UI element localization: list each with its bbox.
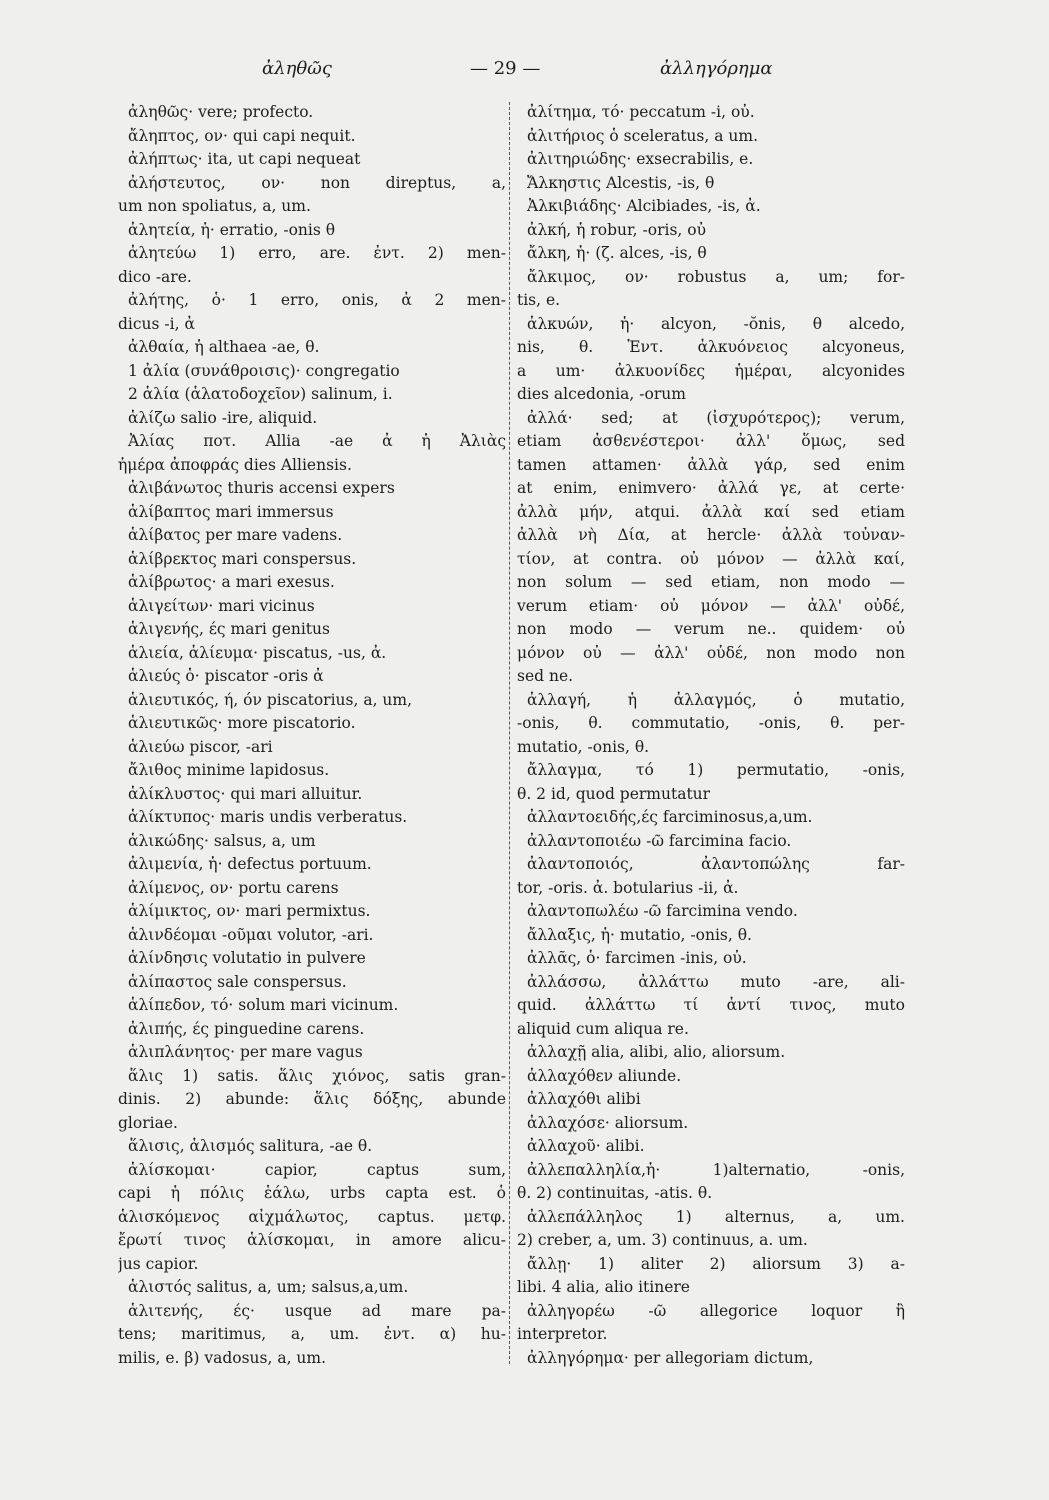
entry-line: ἁλισκόμενος αἰχμάλωτος, captus. μετφ. (118, 1207, 506, 1226)
dictionary-entry (517, 195, 905, 219)
entry-line: ἀλθαία, ἡ althaea -ae, θ. (128, 338, 320, 356)
running-head-first-word: ἀληθῶς (262, 58, 332, 79)
entry-line: interpretor. (517, 1325, 608, 1343)
entry-line: ἁλιβάνωτος thuris accensi expers (128, 479, 395, 497)
dictionary-entry (118, 242, 506, 289)
entry-line: ἄληπτος, ον· qui capi nequit. (128, 126, 356, 145)
entry-line: etiam ἀσθενέστεροι· ἀλλ' ὅμως, sed (517, 432, 905, 450)
dictionary-entry (118, 125, 506, 149)
dictionary-entry (517, 1088, 905, 1112)
entry-line: ἀλλαγή, ἡ ἀλλαγμός, ὁ mutatio, (527, 690, 905, 709)
entry-line: -onis, θ. commutatio, -onis, θ. per- (517, 714, 905, 732)
dictionary-entry (517, 148, 905, 172)
dictionary-entry (118, 101, 506, 125)
entry-line: jus capior. (118, 1254, 199, 1273)
entry-line: ἀλλαχῇ alia, alibi, alio, aliorsum. (527, 1043, 786, 1061)
entry-line: dinis. 2) abunde: ἅλις δόξης, abunde (118, 1090, 506, 1108)
dictionary-entry (118, 971, 506, 995)
entry-line: ἁλινδέομαι -οῦμαι volutor, -ari. (128, 925, 374, 944)
entry-line: ἁλιευτικός, ή, όν piscatorius, a, um, (128, 690, 413, 709)
entry-line: ἁλιτενής, ές· usque ad mare pa- (128, 1301, 506, 1320)
dictionary-entry (118, 1276, 506, 1300)
entry-line: ἁλίκλυστος· qui mari alluitur. (128, 784, 363, 803)
dictionary-entry (118, 1135, 506, 1159)
entry-line: ἀλλεπαλληλία,ἡ· 1)alternatio, -onis, (527, 1160, 905, 1179)
entry-line: sed ne. (517, 667, 574, 685)
entry-line: ἀλλαντοποιέω -ῶ farcimina facio. (527, 831, 792, 850)
entry-line: ἀλλεπάλληλος 1) alternus, a, um. (527, 1207, 905, 1226)
entry-line: ἄλκη, ἡ· (ζ. alces, -is, θ (527, 244, 707, 262)
dictionary-entry (517, 266, 905, 313)
entry-line: mutatio, -onis, θ. (517, 737, 650, 756)
entry-line: ἁλίβατος per mare vadens. (128, 526, 343, 544)
dictionary-entry (118, 548, 506, 572)
entry-line: ἁλίκτυπος· maris undis verberatus. (128, 808, 408, 826)
entry-line: ἀλίτημα, τό· peccatum -i, οὐ. (527, 103, 755, 121)
entry-line: ἁλίνδησις volutatio in pulvere (128, 949, 366, 967)
dictionary-entry (118, 783, 506, 807)
entry-line: ἀλητεύω 1) erro, are. ἐντ. 2) men- (128, 244, 506, 262)
dictionary-entry (118, 712, 506, 736)
dictionary-entry (517, 407, 905, 689)
dictionary-entry (517, 924, 905, 948)
entry-line: ἁλιεύω piscor, -ari (128, 737, 273, 756)
dictionary-entry (118, 947, 506, 971)
dictionary-entry (517, 1347, 905, 1371)
dictionary-entry (118, 900, 506, 924)
dictionary-entry (517, 1300, 905, 1347)
entry-line: ἄλλαξις, ἡ· mutatio, -onis, θ. (527, 925, 752, 944)
entry-line: Ἀλκιβιάδης· Alcibiades, -is, ἀ. (527, 197, 761, 215)
page-number: — 29 — (470, 58, 541, 79)
dictionary-entry (118, 853, 506, 877)
entry-line: ἀλλαχόθεν aliunde. (527, 1066, 682, 1085)
entry-line: ἁλιπλάνητος· per mare vagus (128, 1043, 363, 1061)
entry-line: ἀλλαχοῦ· alibi. (527, 1137, 645, 1155)
entry-line: ἁλίβρωτος· a mari exesus. (128, 573, 335, 591)
entry-line: nis, θ. Ἐντ. ἀλκυόνειος alcyoneus, (517, 338, 905, 356)
entry-line: ἁλιστός salitus, a, um; salsus,a,um. (128, 1278, 409, 1296)
dictionary-entry (118, 289, 506, 336)
entry-line: dico -are. (118, 267, 192, 286)
entry-line: ἁλίπεδον, τό· solum mari vicinum. (128, 996, 399, 1014)
dictionary-entry (118, 759, 506, 783)
entry-line: quid. ἀλλάττω τί ἀντί τινος, muto (517, 996, 905, 1014)
dictionary-entry (517, 1065, 905, 1089)
entry-line: ἀλλάσσω, ἀλλάττω muto -are, ali- (527, 972, 905, 991)
entry-line: μόνον οὐ — ἀλλ' οὐδέ, non modo non (517, 643, 905, 662)
entry-line: 2 ἁλία (ἁλατοδοχεῖον) salinum, i. (128, 385, 393, 403)
dictionary-entry (118, 618, 506, 642)
entry-line: tens; maritimus, a, um. ἐντ. α) hu- (118, 1325, 506, 1343)
entry-line: ἁλιγείτων· mari vicinus (128, 596, 315, 615)
dictionary-entry (517, 101, 905, 125)
entry-line: non modo — verum ne.. quidem· οὐ (517, 620, 905, 638)
entry-line: ἁλίζω salio -ire, aliquid. (128, 408, 318, 427)
entry-line: Ἀλίας ποτ. Allia -ae ἀ ἡ Ἀλιὰς (128, 432, 506, 450)
dictionary-entry (517, 219, 905, 243)
entry-line: ἀλλά· sed; at (ἰσχυρότερος); verum, (527, 408, 905, 427)
dictionary-entry (118, 806, 506, 830)
entry-line: tor, -oris. ἀ. botularius -ii, ἀ. (517, 878, 739, 897)
entry-line: ἁλίπαστος sale conspersus. (128, 972, 347, 991)
dictionary-entry (517, 830, 905, 854)
entry-line: ἁλιγενής, ές mari genitus (128, 620, 330, 638)
dictionary-entry (118, 830, 506, 854)
entry-line: ἀλλαχόσε· aliorsum. (527, 1113, 689, 1132)
entry-line: ἁλίμικτος, ον· mari permixtus. (128, 902, 371, 920)
entry-line: ἁλιεία, ἁλίευμα· piscatus, -us, ἀ. (128, 643, 387, 662)
entry-line: ἀλιτήριος ὁ sceleratus, a um. (527, 126, 759, 145)
entry-line: ἄλλαγμα, τό 1) permutatio, -onis, (527, 761, 905, 779)
entry-line: ἀλληγόρημα· per allegoriam dictum, (527, 1348, 814, 1367)
dictionary-entry (118, 172, 506, 219)
dictionary-entry (118, 383, 506, 407)
dictionary-entry (118, 736, 506, 760)
dictionary-entry (118, 1159, 506, 1277)
column-divider (509, 102, 510, 1364)
entry-line: tamen attamen· ἀλλὰ γάρ, sed enim (517, 455, 905, 474)
dictionary-entry (517, 1206, 905, 1253)
entry-line: ἀλίμενος, ον· portu carens (128, 878, 339, 897)
dictionary-entry (517, 1041, 905, 1065)
entry-line: Ἄλκηστις Alcestis, -is, θ (527, 173, 715, 192)
dictionary-entry (118, 571, 506, 595)
entry-line: ἀλιπής, ές pinguedine carens. (128, 1019, 365, 1038)
entry-line: a um· ἀλκυονίδες ἡμέραι, alcyonides (517, 361, 905, 380)
dictionary-entry (118, 642, 506, 666)
entry-line: 2) creber, a, um. 3) continuus, a. um. (517, 1231, 808, 1249)
dictionary-entry (118, 360, 506, 384)
entry-line: ἀλλὰ μήν, atqui. ἀλλὰ καί sed etiam (517, 502, 905, 521)
entry-line: milis, e. β) vadosus, a, um. (118, 1348, 327, 1367)
entry-line: ἀλκυών, ἡ· alcyon, -ŏnis, θ alcedo, (527, 314, 905, 333)
entry-line: ἔρωτί τινος ἁλίσκομαι, in amore alicu- (118, 1231, 506, 1249)
dictionary-entry (517, 900, 905, 924)
entry-line: aliquid cum aliqua re. (517, 1019, 689, 1038)
entry-line: ἀλήπτως· ita, ut capi nequeat (128, 150, 361, 168)
dictionary-entry (118, 524, 506, 548)
entry-line: ἀλήτης, ὁ· 1 erro, onis, ἀ 2 men- (128, 291, 506, 309)
dictionary-entry (517, 806, 905, 830)
dictionary-entry (118, 689, 506, 713)
entry-line: ἀλλαχόθι alibi (527, 1090, 641, 1108)
entry-line: ἁλιευτικῶς· more piscatorio. (128, 714, 356, 732)
dictionary-entry (118, 877, 506, 901)
entry-line: θ. 2) continuitas, -atis. θ. (517, 1184, 713, 1202)
dictionary-entry (118, 501, 506, 525)
entry-line: ἀλήστευτος, ον· non direptus, a, (128, 173, 506, 192)
entry-line: ἀλιμενία, ἡ· defectus portuum. (128, 855, 372, 873)
entry-line: non solum — sed etiam, non modo — (517, 573, 905, 591)
entry-line: ἄλιθος minime lapidosus. (128, 761, 330, 779)
dictionary-entry (517, 1135, 905, 1159)
entry-line: ἁλίβαπτος mari immersus (128, 502, 334, 521)
entry-line: ἀλιτηριώδης· exsecrabilis, e. (527, 150, 754, 168)
dictionary-entry (517, 172, 905, 196)
dictionary-entry (118, 994, 506, 1018)
entry-line: ἀληθῶς· vere; profecto. (128, 103, 314, 121)
dictionary-entry (517, 947, 905, 971)
entry-line: at enim, enimvero· ἀλλά γε, at certe· (517, 479, 905, 497)
entry-line: ἁλικώδης· salsus, a, um (128, 831, 316, 850)
entry-line: dies alcedonia, -orum (517, 385, 686, 403)
dictionary-entry (118, 1041, 506, 1065)
left-column (118, 101, 506, 1370)
entry-line: θ. 2 id, quod permutatur (517, 784, 711, 803)
entry-line: ἀλλᾶς, ὁ· farcimen -inis, οὐ. (527, 949, 747, 967)
dictionary-entry (517, 242, 905, 266)
dictionary-entry (118, 595, 506, 619)
entry-line: ἁλίβρεκτος mari conspersus. (128, 549, 357, 568)
entry-line: ἅλισις, ἁλισμός salitura, -ae θ. (128, 1137, 373, 1155)
entry-line: ἅλις 1) satis. ἅλις χιόνος, satis gran- (128, 1066, 506, 1085)
entry-line: verum etiam· οὐ μόνον — ἀλλ' οὐδέ, (517, 596, 905, 615)
entry-line: 1 ἀλία (συνάθροισις)· congregatio (128, 361, 400, 380)
dictionary-entry (517, 971, 905, 1042)
dictionary-entry (517, 1112, 905, 1136)
entry-line: ἀλαντοποιός, ἀλαντοπώλης far- (527, 855, 905, 873)
entry-line: ἀλλαντοειδής,ές farciminosus,a,um. (527, 808, 813, 826)
entry-line: tis, e. (517, 291, 561, 309)
dictionary-entry (118, 148, 506, 172)
dictionary-entry (517, 853, 905, 900)
dictionary-entry (517, 1253, 905, 1300)
entry-line: ἀλκή, ἡ robur, -oris, οὐ (527, 220, 707, 239)
entry-line: ἄλλῃ· 1) aliter 2) aliorsum 3) a- (527, 1254, 905, 1273)
entry-line: ἄλκιμος, ον· robustus a, um; for- (527, 267, 905, 286)
entry-line: ἀλητεία, ἡ· erratio, -onis θ (128, 220, 336, 239)
entry-line: libi. 4 alia, alio itinere (517, 1278, 690, 1296)
dictionary-entry (118, 1065, 506, 1136)
dictionary-entry (118, 924, 506, 948)
entry-line: dicus -i, ἀ (118, 314, 195, 333)
entry-line: τίον, at contra. οὐ μόνον — ἀλλὰ καί, (517, 549, 905, 568)
dictionary-entry (517, 1159, 905, 1206)
dictionary-entry (517, 313, 905, 407)
entry-line: ἀλληγορέω -ῶ allegorice loquor ἢ (527, 1301, 905, 1320)
entry-line: ἡμέρα ἀποφράς dies Alliensis. (118, 455, 352, 474)
entry-line: um non spoliatus, a, um. (118, 197, 311, 215)
entry-line: gloriae. (118, 1113, 178, 1132)
dictionary-entry (118, 1300, 506, 1371)
entry-line: capi ἡ πόλις ἑάλω, urbs capta est. ὁ (118, 1184, 506, 1202)
running-head-last-word: ἀλληγόρημα (660, 58, 773, 79)
dictionary-entry (517, 125, 905, 149)
entry-line: ἁλιεύς ὁ· piscator -oris ἀ (128, 667, 324, 685)
dictionary-entry (118, 219, 506, 243)
right-column (517, 101, 905, 1370)
dictionary-entry (118, 407, 506, 431)
dictionary-entry (517, 689, 905, 760)
dictionary-entry (118, 336, 506, 360)
dictionary-entry (118, 665, 506, 689)
dictionary-entry (517, 759, 905, 806)
dictionary-entry (118, 430, 506, 477)
dictionary-entry (118, 1018, 506, 1042)
entry-line: ἁλίσκομαι· capior, captus sum, (128, 1160, 506, 1179)
entry-line: ἀλλὰ νὴ Δία, at hercle· ἀλλὰ τοὐναν- (517, 526, 905, 544)
dictionary-entry (118, 477, 506, 501)
entry-line: ἀλαντοπωλέω -ῶ farcimina vendo. (527, 902, 798, 920)
